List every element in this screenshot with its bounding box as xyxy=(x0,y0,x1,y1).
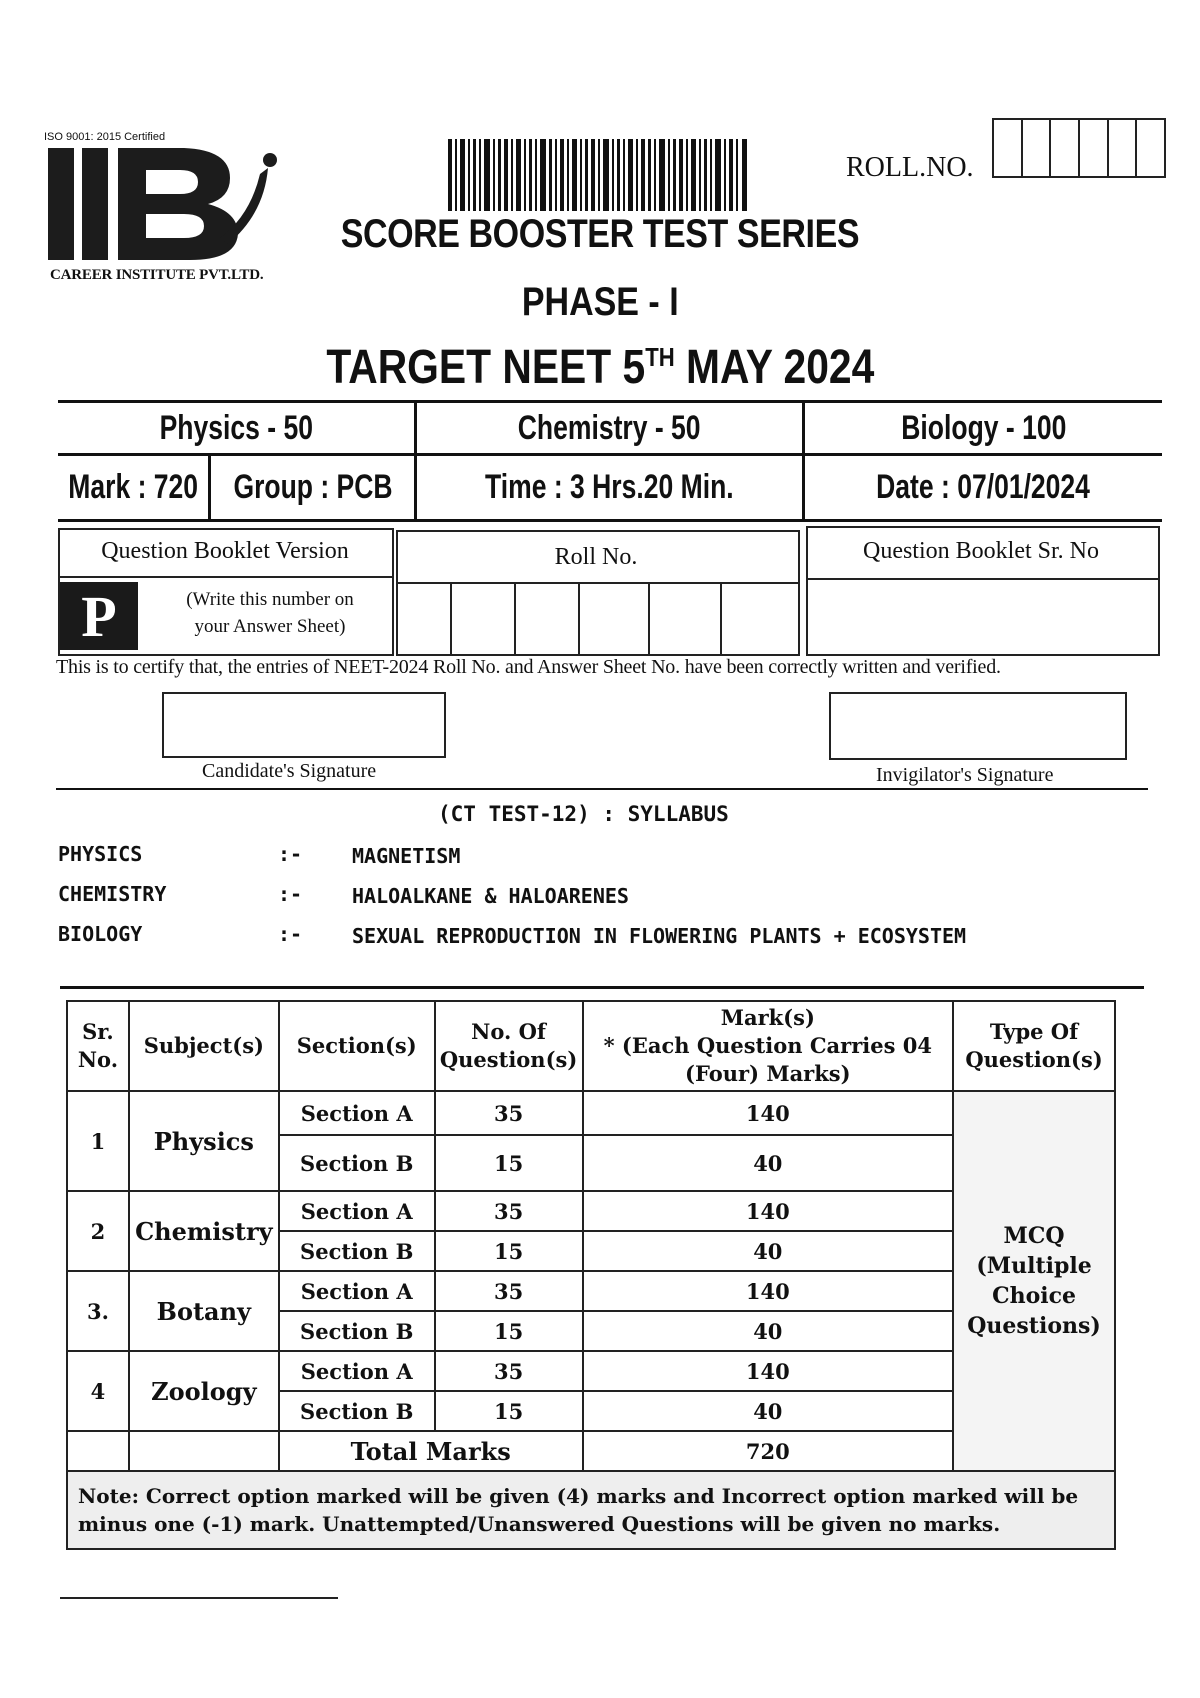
target-title: TARGET NEET 5TH MAY 2024 xyxy=(326,341,874,394)
syllabus-separator: :- xyxy=(278,842,303,866)
roll-digit-box[interactable] xyxy=(1080,120,1109,176)
note-row xyxy=(67,1471,1115,1549)
certification-statement: This is to certify that, the entries of NEET-2024 Roll No. and Answer Sheet No. have been correctly written and verified. xyxy=(56,656,1001,678)
exam-time: Time : 3 Hrs.20 Min. xyxy=(485,468,734,506)
divider xyxy=(60,1597,338,1599)
header-marks: Mark(s) * (Each Question Carries 04 (Four) Marks) xyxy=(583,1001,954,1091)
roll-digit-box[interactable] xyxy=(994,120,1023,176)
section-name: Section B xyxy=(279,1135,435,1191)
table-row xyxy=(67,1091,1115,1135)
header-questions: No. Of Question(s) xyxy=(435,1001,583,1091)
section-marks: 40 xyxy=(583,1391,954,1431)
booklet-version-code: P xyxy=(60,582,138,650)
booklet-version-note: (Write this number on your Answer Sheet) xyxy=(186,589,354,637)
section-marks: 140 xyxy=(583,1351,954,1391)
exam-date: Date : 07/01/2024 xyxy=(876,468,1091,506)
roll-number-boxes[interactable] xyxy=(992,118,1166,178)
subject-name: Chemistry xyxy=(129,1191,279,1271)
company-name: CAREER INSTITUTE PVT.LTD. xyxy=(50,267,264,283)
question-count: 15 xyxy=(435,1135,583,1191)
barcode xyxy=(448,139,748,211)
booklet-serial-entry[interactable] xyxy=(808,580,1154,650)
invigilator-signature-label: Invigilator's Signature xyxy=(876,764,1054,786)
header-section: Section(s) xyxy=(279,1001,435,1091)
sr-no: 2 xyxy=(67,1191,129,1271)
section-marks: 40 xyxy=(583,1231,954,1271)
question-count: 35 xyxy=(435,1091,583,1135)
total-mark: Mark : 720 xyxy=(68,468,198,506)
header-subject: Subject(s) xyxy=(129,1001,279,1091)
subject-name: Botany xyxy=(129,1271,279,1351)
question-count: 35 xyxy=(435,1351,583,1391)
iso-certification-text: ISO 9001: 2015 Certified xyxy=(44,131,166,143)
question-count: 35 xyxy=(435,1191,583,1231)
exam-info-table xyxy=(58,400,1162,522)
marks-distribution-table xyxy=(66,1000,1116,1550)
syllabus-subject: CHEMISTRY xyxy=(58,882,167,906)
section-marks: 140 xyxy=(583,1271,954,1311)
candidate-signature-label: Candidate's Signature xyxy=(202,760,377,782)
invigilator-signature-box[interactable] xyxy=(829,692,1127,760)
question-count: 35 xyxy=(435,1271,583,1311)
subject-name: Zoology xyxy=(129,1351,279,1431)
syllabus-separator: :- xyxy=(278,922,303,946)
roll-digit-box[interactable] xyxy=(1023,120,1052,176)
chemistry-count: Chemistry - 50 xyxy=(518,408,701,447)
booklet-serial-label: Question Booklet Sr. No xyxy=(862,538,1099,564)
roll-no-label: Roll No. xyxy=(554,544,638,570)
syllabus-subject: BIOLOGY xyxy=(58,922,143,946)
physics-count: Physics - 50 xyxy=(159,408,313,447)
section-name: Section A xyxy=(279,1191,435,1231)
subject-name: Physics xyxy=(129,1091,279,1191)
test-series-title: SCORE BOOSTER TEST SERIES xyxy=(340,212,860,256)
header-sr-no: Sr. No. xyxy=(67,1001,129,1091)
header-question-type: Type Of Question(s) xyxy=(953,1001,1115,1091)
question-count: 15 xyxy=(435,1391,583,1431)
roll-no-entry[interactable] xyxy=(450,582,790,650)
candidate-signature-box[interactable] xyxy=(162,692,446,758)
syllabus-heading: (CT TEST-12) : SYLLABUS xyxy=(438,802,729,826)
question-type: MCQ (Multiple Choice Questions) xyxy=(953,1091,1115,1471)
section-name: Section A xyxy=(279,1271,435,1311)
syllabus-subject: PHYSICS xyxy=(58,842,143,866)
section-name: Section A xyxy=(279,1351,435,1391)
section-marks: 40 xyxy=(583,1135,954,1191)
section-name: Section B xyxy=(279,1391,435,1431)
sr-no: 4 xyxy=(67,1351,129,1431)
roll-number-label: ROLL.NO. xyxy=(846,152,974,183)
total-marks-value: 720 xyxy=(583,1431,954,1471)
sr-no: 3. xyxy=(67,1271,129,1351)
syllabus-separator: :- xyxy=(278,882,303,906)
booklet-version-label: Question Booklet Version xyxy=(101,538,349,564)
divider xyxy=(56,788,1148,790)
syllabus-topic: SEXUAL REPRODUCTION IN FLOWERING PLANTS + ECOSYSTEM xyxy=(352,924,967,948)
section-marks: 140 xyxy=(583,1091,954,1135)
total-marks-label: Total Marks xyxy=(279,1431,583,1471)
section-marks: 140 xyxy=(583,1191,954,1231)
section-name: Section B xyxy=(279,1311,435,1351)
syllabus-topic: MAGNETISM xyxy=(352,844,461,868)
biology-count: Biology - 100 xyxy=(900,408,1067,447)
section-name: Section A xyxy=(279,1091,435,1135)
section-name: Section B xyxy=(279,1231,435,1271)
sr-no: 1 xyxy=(67,1091,129,1191)
group: Group : PCB xyxy=(232,468,393,506)
section-marks: 40 xyxy=(583,1311,954,1351)
question-count: 15 xyxy=(435,1231,583,1271)
roll-digit-box[interactable] xyxy=(1051,120,1080,176)
roll-digit-box[interactable] xyxy=(1137,120,1164,176)
phase-title: PHASE - I xyxy=(521,280,679,324)
syllabus-topic: HALOALKANE & HALOARENES xyxy=(352,884,629,908)
roll-digit-box[interactable] xyxy=(1109,120,1138,176)
marking-note: Note: Correct option marked will be given (4) marks and Incorrect option marked will be minus one (-1) mark. Unattempted/Unanswered Questions will be given no marks. xyxy=(67,1471,1115,1549)
divider xyxy=(60,986,1144,989)
question-count: 15 xyxy=(435,1311,583,1351)
